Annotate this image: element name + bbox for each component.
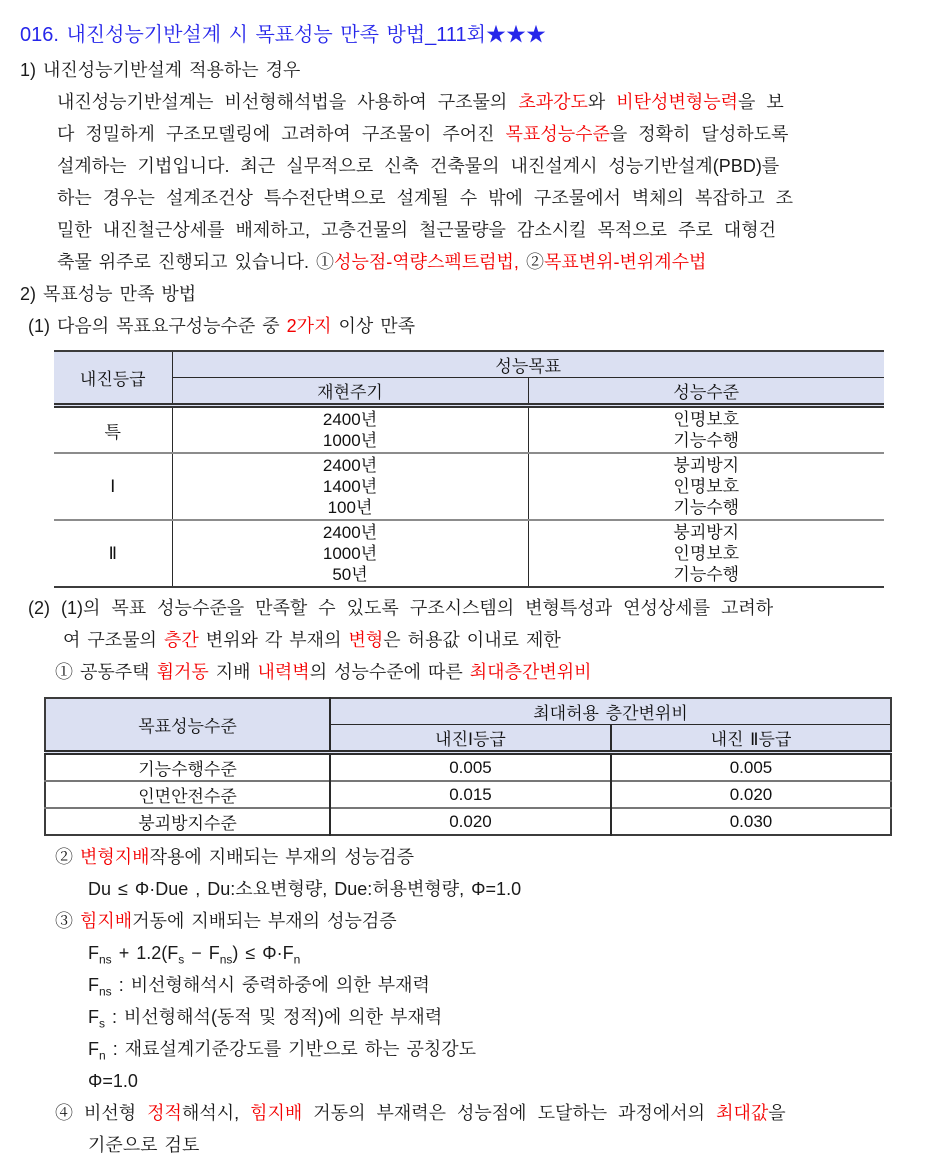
paragraph-line: 축물 위주로 진행되고 있습니다. ①성능점-역량스펙트럼법, ②목표변위-변위계수법 xyxy=(57,252,707,272)
table-drift-limit-wrap xyxy=(44,697,909,836)
du-check-formula: Du ≤ Φ·Due , Du:소요변형량, Due:허용변형량, Φ=1.0 xyxy=(88,879,522,899)
t1-level-cell xyxy=(528,453,884,520)
t2-value-cell: 0.020 xyxy=(611,781,891,808)
t2-label-cell: 인면안전수준 xyxy=(45,781,330,808)
t1-level-value: 인명보호 xyxy=(673,477,740,496)
force-check-formula: $F_{ns} + 1.2(F_s - F_{ns}) \le \Phi\cdot F_n$ xyxy=(88,943,301,967)
item-2-line-1: (2) (1)의 목표 성능수준을 만족할 수 있도록 구조시스템의 변형특성과 연성상세를 고려하 xyxy=(28,598,774,618)
paragraph-line: 다 정밀하게 구조모델링에 고려하여 구조물이 주어진 목표성능수준을 정확히 달성하도록 xyxy=(57,124,789,144)
f-ns-definition: $F_{ns}$ : 비선형해석시 중력하중에 의한 부재력 xyxy=(88,975,430,999)
item-1-line: (1) 다음의 목표요구성능수준 중 2가지 이상 만족 xyxy=(28,316,416,336)
t1-grade-cell: Ⅰ xyxy=(54,453,172,520)
t2-label-cell: 기능수행수준 xyxy=(45,753,330,782)
circled-item-2: ② 변형지배작용에 지배되는 부재의 성능검증 xyxy=(55,847,415,867)
t2-header-label: 목표성능수준 xyxy=(45,698,330,753)
t1-period-value: 100년 xyxy=(327,498,373,517)
t1-period-value: 2400년 xyxy=(322,456,378,475)
paragraph-line: 밀한 내진철근상세를 배제하고, 고층건물의 철근물량을 감소시킬 목적으로 주로 대형건 xyxy=(57,220,776,240)
t2-value-cell: 0.020 xyxy=(330,808,611,835)
t1-period-cell xyxy=(172,406,528,454)
circled-item-3: ③ 힘지배거동에 지배되는 부재의 성능검증 xyxy=(55,911,397,931)
paragraph-line: 하는 경우는 설계조건상 특수전단벽으로 설계될 수 밖에 구조물에서 벽체의 복잡하고 조 xyxy=(57,188,793,208)
t1-level-cell xyxy=(528,520,884,587)
t2-label-cell: 붕괴방지수준 xyxy=(45,808,330,835)
f-n-definition: $F_n$ : 재료설계기준강도를 기반으로 하는 공칭강도 xyxy=(88,1039,477,1063)
t1-level-value: 인명보호 xyxy=(673,544,740,563)
item-2-line-2: 여 구조물의 층간 변위와 각 부재의 변형은 허용값 이내로 제한 xyxy=(63,630,561,650)
section-2-heading: 2) 목표성능 만족 방법 xyxy=(20,284,197,304)
t1-level-value: 인명보호 xyxy=(673,410,740,429)
t2-value-cell: 0.005 xyxy=(330,753,611,782)
t1-group-2 xyxy=(54,520,884,587)
t2-value-cell: 0.005 xyxy=(611,753,891,782)
t1-period-value: 50년 xyxy=(332,565,368,584)
t1-level-value: 붕괴방지 xyxy=(673,523,740,542)
t1-level-cell xyxy=(528,406,884,454)
t1-period-value: 2400년 xyxy=(322,410,378,429)
t2-value-cell: 0.030 xyxy=(611,808,891,835)
table-performance-target xyxy=(54,350,884,588)
t1-header-target: 성능목표 xyxy=(172,351,884,378)
t1-level-value: 기능수행 xyxy=(673,565,740,584)
circled-item-4-line-2: 기준으로 검토 xyxy=(88,1135,200,1155)
t2-value-cell: 0.015 xyxy=(330,781,611,808)
t1-group-1 xyxy=(54,453,884,520)
t2-header-grade2: 내진 Ⅱ등급 xyxy=(611,725,891,753)
t1-group-special xyxy=(54,406,884,454)
t2-row xyxy=(45,808,891,835)
t1-period-value: 1000년 xyxy=(322,544,378,563)
t2-header-group: 최대허용 층간변위비 xyxy=(330,698,891,725)
t1-header-grade: 내진등급 xyxy=(54,351,172,406)
f-s-definition: $F_s$ : 비선형해석(동적 및 정적)에 의한 부재력 xyxy=(88,1007,443,1031)
t1-grade-cell: Ⅱ xyxy=(54,520,172,587)
t1-level-value: 기능수행 xyxy=(673,431,740,450)
t1-level-value: 붕괴방지 xyxy=(673,456,740,475)
t1-period-cell xyxy=(172,453,528,520)
table-performance-target-wrap xyxy=(54,350,909,588)
t1-header-period: 재현주기 xyxy=(172,378,528,406)
t1-level-value: 기능수행 xyxy=(673,498,740,517)
circled-item-1: ① 공동주택 휨거동 지배 내력벽의 성능수준에 따른 최대층간변위비 xyxy=(55,662,592,682)
section-1-heading: 1) 내진성능기반설계 적용하는 경우 xyxy=(20,60,301,80)
table-drift-limit xyxy=(44,697,892,836)
section-1-paragraph xyxy=(57,86,909,278)
t1-header-level: 성능수준 xyxy=(528,378,884,406)
paragraph-line: 내진성능기반설계는 비선형해석법을 사용하여 구조물의 초과강도와 비탄성변형능력을 보 xyxy=(57,92,784,112)
t1-period-value: 1000년 xyxy=(322,431,378,450)
t1-period-cell xyxy=(172,520,528,587)
t1-period-value: 2400년 xyxy=(322,523,378,542)
t1-grade-cell: 특 xyxy=(54,406,172,454)
t2-row xyxy=(45,753,891,782)
t2-header-grade1: 내진Ⅰ등급 xyxy=(330,725,611,753)
phi-definition: Φ=1.0 xyxy=(88,1071,138,1091)
t2-row xyxy=(45,781,891,808)
circled-item-4-line-1: ④ 비선형 정적해석시, 힘지배 거동의 부재력은 성능점에 도달하는 과정에서의 최대값을 xyxy=(55,1103,786,1123)
t1-period-value: 1400년 xyxy=(322,477,378,496)
paragraph-line: 설계하는 기법입니다. 최근 실무적으로 신축 건축물의 내진설계시 성능기반설계(PBD)를 xyxy=(57,156,780,176)
page-title: 016. 내진성능기반설계 시 목표성능 만족 방법_111회★★★ xyxy=(20,24,546,46)
